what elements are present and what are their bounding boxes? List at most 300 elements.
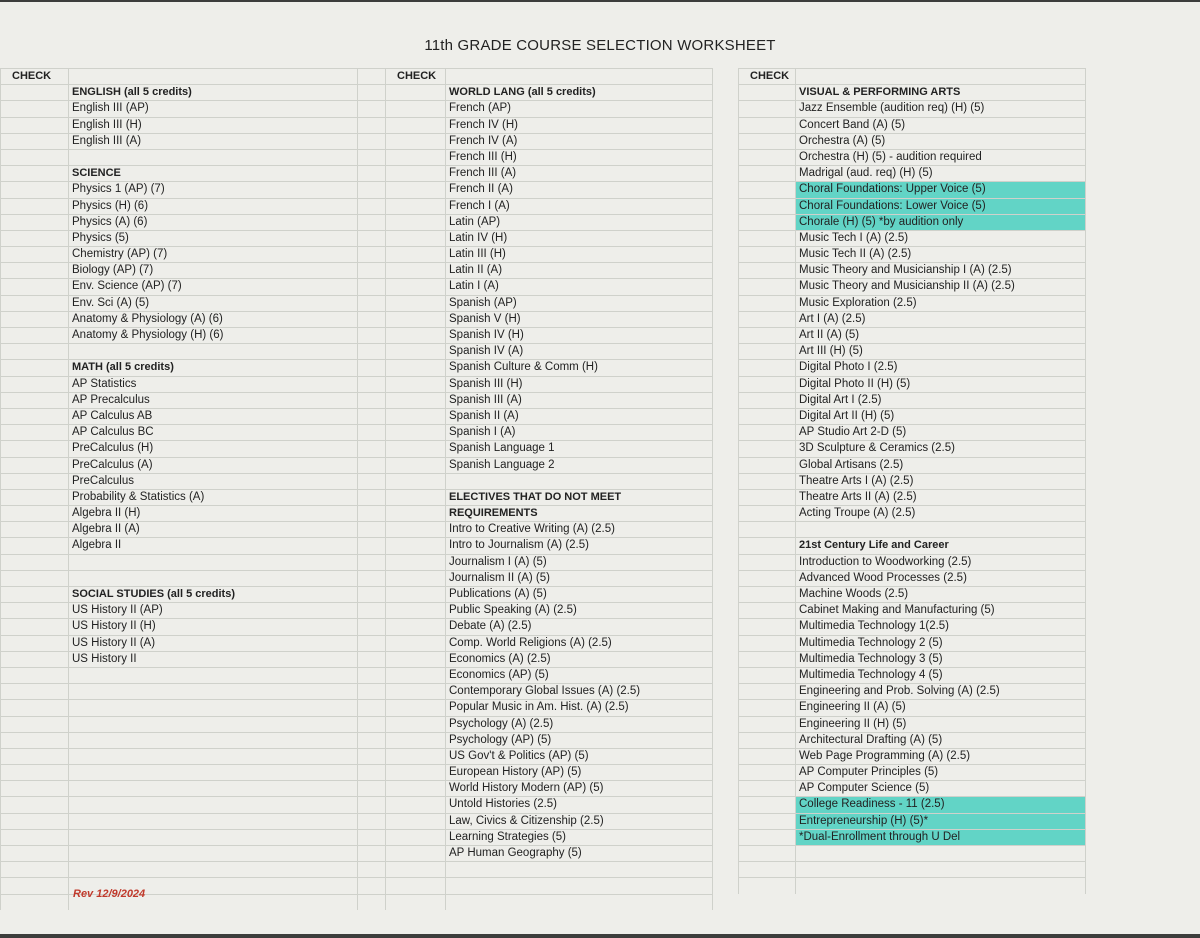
check-cell[interactable] [0, 441, 68, 456]
course-row [0, 521, 385, 537]
course-name: Chorale (H) (5) *by audition only [799, 215, 964, 228]
check-cell[interactable] [738, 506, 795, 521]
empty-row [0, 554, 385, 570]
check-cell[interactable] [738, 231, 795, 246]
course-name: Psychology (AP) (5) [449, 733, 552, 746]
course-row [738, 554, 1085, 570]
check-cell[interactable] [738, 765, 795, 780]
course-row [385, 586, 712, 602]
course-name: Web Page Programming (A) (2.5) [799, 749, 971, 762]
check-cell[interactable] [0, 101, 68, 116]
check-cell[interactable] [385, 247, 445, 262]
course-row [385, 845, 712, 861]
check-cell[interactable] [0, 344, 68, 359]
check-cell[interactable] [738, 118, 795, 133]
course-name: Popular Music in Am. Hist. (A) (2.5) [449, 701, 629, 714]
course-row [738, 343, 1085, 359]
check-cell[interactable] [0, 700, 68, 715]
check-cell[interactable] [385, 474, 445, 489]
check-cell[interactable] [385, 279, 445, 294]
course-name: Multimedia Technology 1(2.5) [799, 620, 950, 633]
section-header-row [0, 165, 385, 181]
section-title: 21st Century Life and Career [799, 539, 949, 552]
section-header-row [385, 84, 712, 100]
check-cell[interactable] [0, 846, 68, 861]
course-name: Music Exploration (2.5) [799, 296, 917, 309]
course-row [738, 246, 1085, 262]
course-row [385, 699, 712, 715]
check-cell[interactable] [0, 781, 68, 796]
course-row [738, 683, 1085, 699]
course-row [385, 813, 712, 829]
check-cell[interactable] [385, 215, 445, 230]
grid-divider [712, 68, 713, 910]
course-row [738, 100, 1085, 116]
check-cell[interactable] [738, 458, 795, 473]
check-cell[interactable] [385, 182, 445, 197]
course-name: Madrigal (aud. req) (H) (5) [799, 167, 933, 180]
check-cell[interactable] [385, 328, 445, 343]
course-name: AP Computer Principles (5) [799, 766, 939, 779]
course-row [385, 618, 712, 634]
course-row [0, 489, 385, 505]
check-cell[interactable] [385, 263, 445, 278]
check-cell[interactable] [385, 409, 445, 424]
course-name: Music Tech II (A) (2.5) [799, 248, 912, 261]
check-cell[interactable] [738, 134, 795, 149]
empty-row [385, 894, 712, 910]
section-title: ELECTIVES THAT DO NOT MEET [449, 490, 622, 503]
course-name: Spanish II (A) [449, 409, 519, 422]
section-header-row [738, 84, 1085, 100]
check-cell[interactable] [738, 862, 795, 877]
check-cell[interactable] [385, 522, 445, 537]
check-cell[interactable] [0, 263, 68, 278]
check-header: CHECK [397, 70, 437, 82]
check-cell[interactable] [738, 328, 795, 343]
check-cell[interactable] [738, 377, 795, 392]
check-cell[interactable] [0, 328, 68, 343]
check-cell[interactable] [738, 781, 795, 796]
course-row [0, 602, 385, 618]
course-row [0, 537, 385, 553]
check-cell[interactable] [385, 668, 445, 683]
check-cell[interactable] [738, 571, 795, 586]
course-name: AP Statistics [72, 377, 137, 390]
course-row [0, 376, 385, 392]
check-cell[interactable] [385, 733, 445, 748]
course-row [738, 505, 1085, 521]
course-name: Theatre Arts I (A) (2.5) [799, 474, 914, 487]
check-cell[interactable] [738, 846, 795, 861]
course-row [738, 602, 1085, 618]
course-row [385, 278, 712, 294]
course-row [0, 230, 385, 246]
check-cell[interactable] [385, 393, 445, 408]
course-row [385, 667, 712, 683]
check-cell[interactable] [385, 765, 445, 780]
check-cell[interactable] [738, 522, 795, 537]
check-cell[interactable] [0, 555, 68, 570]
course-row [0, 100, 385, 116]
course-row [385, 246, 712, 262]
check-cell[interactable] [0, 765, 68, 780]
course-row [385, 262, 712, 278]
check-cell[interactable] [385, 101, 445, 116]
check-cell[interactable] [385, 797, 445, 812]
course-row [0, 424, 385, 440]
check-cell[interactable] [0, 296, 68, 311]
check-cell[interactable] [385, 781, 445, 796]
check-cell[interactable] [0, 603, 68, 618]
course-row [385, 554, 712, 570]
course-name: Anatomy & Physiology (H) (6) [72, 329, 224, 341]
course-name: Publications (A) (5) [449, 588, 547, 600]
course-name: Music Tech I (A) (2.5) [799, 231, 909, 244]
check-cell[interactable] [0, 814, 68, 829]
course-name: Spanish I (A) [449, 426, 516, 439]
check-cell[interactable] [738, 878, 795, 893]
course-row [0, 635, 385, 651]
check-cell[interactable] [385, 490, 445, 505]
course-row [738, 165, 1085, 181]
empty-row [0, 748, 385, 764]
course-name: English III (AP) [72, 102, 149, 115]
empty-row [0, 699, 385, 715]
empty-row [0, 780, 385, 796]
check-cell[interactable] [738, 409, 795, 424]
section-header-row [738, 537, 1085, 553]
check-cell[interactable] [738, 717, 795, 732]
check-cell[interactable] [0, 749, 68, 764]
worksheet-sheet [0, 2, 1200, 934]
check-cell[interactable] [385, 118, 445, 133]
course-name: Learning Strategies (5) [449, 830, 566, 843]
check-cell[interactable] [385, 199, 445, 214]
check-cell[interactable] [0, 652, 68, 667]
course-row [738, 813, 1085, 829]
check-cell[interactable] [0, 571, 68, 586]
course-name: Acting Troupe (A) (2.5) [799, 507, 916, 520]
check-cell[interactable] [385, 636, 445, 651]
course-name: Machine Woods (2.5) [799, 588, 909, 600]
empty-row [738, 521, 1085, 537]
check-cell[interactable] [0, 247, 68, 262]
empty-row [0, 829, 385, 845]
check-cell[interactable] [738, 441, 795, 456]
course-name: Latin II (A) [449, 264, 503, 277]
section-header-row [0, 84, 385, 100]
check-cell[interactable] [738, 814, 795, 829]
check-cell[interactable] [738, 684, 795, 699]
check-cell[interactable] [0, 150, 68, 165]
course-row [738, 667, 1085, 683]
check-cell[interactable] [738, 215, 795, 230]
check-cell[interactable] [385, 458, 445, 473]
course-name: Engineering and Prob. Solving (A) (2.5) [799, 685, 1000, 698]
course-row [738, 457, 1085, 473]
course-row [385, 716, 712, 732]
check-cell[interactable] [738, 700, 795, 715]
course-row [738, 473, 1085, 489]
check-cell[interactable] [738, 668, 795, 683]
course-name: Engineering II (H) (5) [799, 717, 907, 730]
check-cell[interactable] [0, 409, 68, 424]
empty-row [0, 796, 385, 812]
check-cell[interactable] [738, 619, 795, 634]
check-cell[interactable] [738, 587, 795, 602]
check-cell[interactable] [738, 733, 795, 748]
course-row [385, 214, 712, 230]
course-row [738, 699, 1085, 715]
check-cell[interactable] [738, 199, 795, 214]
course-name: French I (A) [449, 199, 510, 212]
check-cell[interactable] [385, 425, 445, 440]
course-row [738, 586, 1085, 602]
check-cell[interactable] [0, 733, 68, 748]
check-cell[interactable] [0, 895, 68, 910]
check-cell[interactable] [385, 700, 445, 715]
check-cell[interactable] [738, 182, 795, 197]
check-cell[interactable] [385, 878, 445, 893]
course-row [0, 214, 385, 230]
course-row [738, 489, 1085, 505]
check-cell[interactable] [738, 85, 795, 100]
course-name: Digital Photo II (H) (5) [799, 377, 911, 390]
check-cell[interactable] [0, 360, 68, 375]
course-row [385, 748, 712, 764]
check-cell[interactable] [0, 668, 68, 683]
check-cell[interactable] [0, 717, 68, 732]
course-name: Art II (A) (5) [799, 329, 860, 341]
check-cell[interactable] [738, 279, 795, 294]
check-cell[interactable] [385, 85, 445, 100]
course-name: AP Human Geography (5) [449, 847, 582, 859]
check-cell[interactable] [738, 166, 795, 181]
check-cell[interactable] [385, 555, 445, 570]
check-cell[interactable] [0, 215, 68, 230]
check-cell[interactable] [0, 490, 68, 505]
check-cell[interactable] [385, 846, 445, 861]
course-row [385, 457, 712, 473]
course-name: Choral Foundations: Lower Voice (5) [799, 199, 986, 212]
check-cell[interactable] [385, 619, 445, 634]
course-row [0, 327, 385, 343]
course-row [738, 635, 1085, 651]
check-cell[interactable] [385, 603, 445, 618]
empty-row [0, 877, 385, 893]
check-cell[interactable] [385, 150, 445, 165]
check-cell[interactable] [738, 360, 795, 375]
course-name: Art I (A) (2.5) [799, 312, 866, 325]
check-cell[interactable] [385, 895, 445, 910]
check-cell[interactable] [0, 636, 68, 651]
check-cell[interactable] [385, 862, 445, 877]
check-cell[interactable] [738, 150, 795, 165]
check-cell[interactable] [385, 441, 445, 456]
course-name: Digital Art II (H) (5) [799, 409, 895, 422]
check-cell[interactable] [385, 749, 445, 764]
check-cell[interactable] [385, 652, 445, 667]
course-row [738, 618, 1085, 634]
course-name: US History II [72, 652, 137, 665]
check-cell[interactable] [385, 166, 445, 181]
check-cell[interactable] [738, 425, 795, 440]
course-name: French II (A) [449, 183, 513, 196]
check-cell[interactable] [738, 101, 795, 116]
empty-row [0, 570, 385, 586]
course-row [0, 651, 385, 667]
check-cell[interactable] [0, 862, 68, 877]
course-name: Spanish Language 1 [449, 442, 555, 455]
check-cell[interactable] [738, 749, 795, 764]
check-cell[interactable] [738, 393, 795, 408]
empty-row [0, 667, 385, 683]
check-cell[interactable] [385, 231, 445, 246]
check-cell[interactable] [0, 684, 68, 699]
check-cell[interactable] [385, 360, 445, 375]
header-row [0, 68, 385, 84]
course-name: Latin I (A) [449, 280, 499, 293]
check-cell[interactable] [0, 830, 68, 845]
check-cell[interactable] [738, 344, 795, 359]
course-row [738, 359, 1085, 375]
course-row [385, 376, 712, 392]
empty-row [0, 861, 385, 877]
course-name: Spanish IV (H) [449, 329, 524, 341]
check-cell[interactable] [0, 166, 68, 181]
course-name: Physics (A) (6) [72, 215, 148, 228]
column-middle [385, 68, 712, 910]
section-title: SCIENCE [72, 167, 121, 180]
check-cell[interactable] [385, 830, 445, 845]
course-row [738, 764, 1085, 780]
check-cell[interactable] [0, 199, 68, 214]
check-cell[interactable] [385, 587, 445, 602]
check-cell[interactable] [738, 538, 795, 553]
course-name: Introduction to Woodworking (2.5) [799, 555, 972, 568]
check-cell[interactable] [0, 538, 68, 553]
check-cell[interactable] [0, 182, 68, 197]
course-name: Journalism II (A) (5) [449, 571, 550, 584]
check-cell[interactable] [0, 587, 68, 602]
check-cell[interactable] [0, 134, 68, 149]
course-name: Spanish (AP) [449, 296, 517, 309]
check-cell[interactable] [385, 684, 445, 699]
course-row [738, 780, 1085, 796]
check-cell[interactable] [0, 797, 68, 812]
course-name: Cabinet Making and Manufacturing (5) [799, 604, 995, 617]
course-row [385, 602, 712, 618]
empty-row [738, 861, 1085, 877]
course-row [385, 829, 712, 845]
course-name: Spanish Language 2 [449, 458, 555, 471]
check-cell[interactable] [0, 377, 68, 392]
course-name: Latin III (H) [449, 248, 506, 261]
check-cell[interactable] [0, 118, 68, 133]
check-cell[interactable] [738, 263, 795, 278]
check-cell[interactable] [0, 85, 68, 100]
check-cell[interactable] [738, 797, 795, 812]
check-cell[interactable] [738, 830, 795, 845]
course-name: Algebra II (H) [72, 507, 141, 520]
check-cell[interactable] [738, 247, 795, 262]
check-cell[interactable] [738, 603, 795, 618]
course-name: Spanish Culture & Comm (H) [449, 361, 598, 374]
check-cell[interactable] [738, 296, 795, 311]
check-cell[interactable] [738, 312, 795, 327]
course-name: Concert Band (A) (5) [799, 118, 906, 131]
check-cell[interactable] [0, 458, 68, 473]
course-row [738, 651, 1085, 667]
course-row [385, 796, 712, 812]
check-cell[interactable] [0, 279, 68, 294]
course-row [385, 408, 712, 424]
course-row [0, 311, 385, 327]
course-name: English III (A) [72, 134, 142, 147]
empty-row [0, 894, 385, 910]
empty-row [0, 764, 385, 780]
course-name: AP Calculus BC [72, 426, 154, 439]
check-cell[interactable] [738, 636, 795, 651]
course-name: Economics (A) (2.5) [449, 652, 551, 665]
course-name: AP Calculus AB [72, 409, 153, 422]
course-name: Multimedia Technology 2 (5) [799, 636, 943, 649]
course-name: *Dual-Enrollment through U Del [799, 830, 961, 843]
check-cell[interactable] [385, 312, 445, 327]
check-cell[interactable] [385, 296, 445, 311]
grid-divider [445, 68, 446, 910]
section-header-row [0, 359, 385, 375]
check-cell[interactable] [385, 344, 445, 359]
course-row [0, 295, 385, 311]
check-cell[interactable] [738, 555, 795, 570]
check-cell[interactable] [385, 538, 445, 553]
check-cell[interactable] [0, 619, 68, 634]
check-cell[interactable] [0, 425, 68, 440]
course-name: PreCalculus [72, 474, 134, 487]
course-name: Physics (H) (6) [72, 199, 149, 212]
section-title: WORLD LANG (all 5 credits) [449, 86, 596, 99]
check-cell[interactable] [385, 814, 445, 829]
check-cell[interactable] [385, 571, 445, 586]
check-cell[interactable] [385, 377, 445, 392]
check-cell[interactable] [0, 878, 68, 893]
grid-divider [1085, 68, 1086, 894]
check-cell[interactable] [0, 474, 68, 489]
check-cell[interactable] [0, 506, 68, 521]
check-cell[interactable] [0, 312, 68, 327]
column-left [0, 68, 385, 910]
course-row [385, 780, 712, 796]
check-cell[interactable] [385, 134, 445, 149]
header-row [738, 68, 1085, 84]
check-cell[interactable] [0, 522, 68, 537]
check-cell[interactable] [0, 231, 68, 246]
check-cell[interactable] [385, 506, 445, 521]
grid-divider [795, 68, 796, 894]
course-name: Anatomy & Physiology (A) (6) [72, 312, 223, 325]
section-header-row [0, 586, 385, 602]
course-row [385, 424, 712, 440]
course-name: English III (H) [72, 118, 142, 131]
check-cell[interactable] [738, 474, 795, 489]
check-cell[interactable] [738, 652, 795, 667]
check-cell[interactable] [738, 490, 795, 505]
check-cell[interactable] [385, 717, 445, 732]
course-name: Physics 1 (AP) (7) [72, 183, 165, 196]
check-cell[interactable] [0, 393, 68, 408]
